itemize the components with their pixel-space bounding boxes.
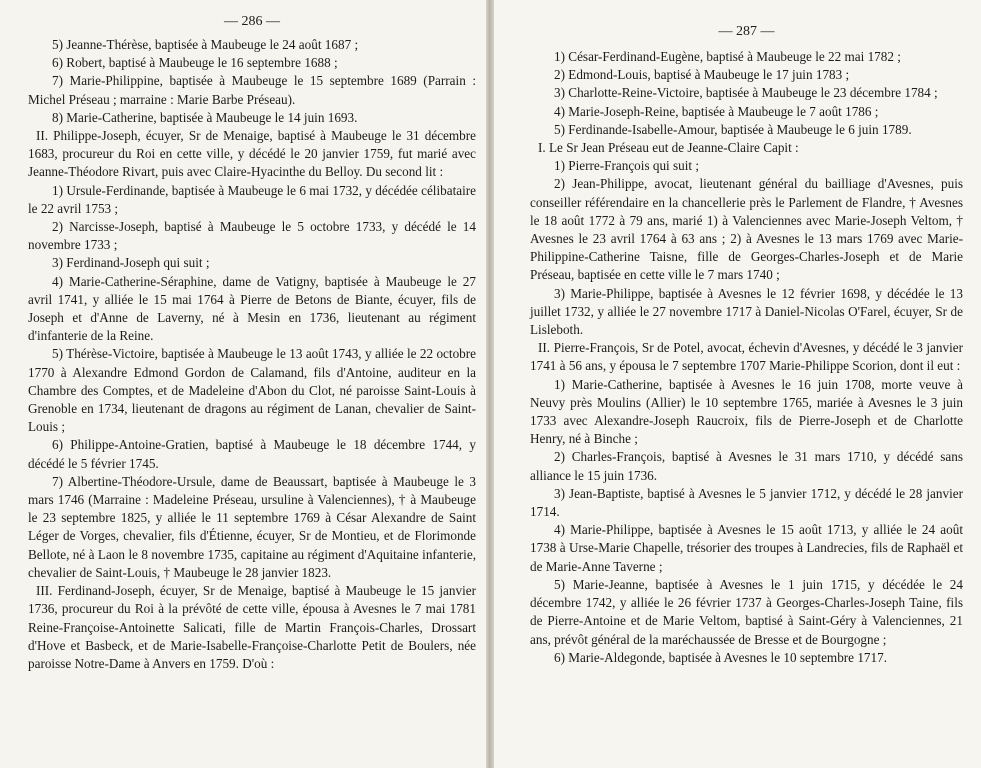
genealogy-entry: 7) Albertine-Théodore-Ursule, dame de Beaussart, baptisée à Maubeuge le 3 mars 1746 (Marraine : Madeleine Préseau, ursuline à Valenciennes), † à Maubeuge le 23 septembre 1825, y alliée le 11 septembre 1769 à César Alexandre de Saint Léger de Vorges, chevalier, fils d'Étienne, écuyer, Sr de Montieu, et de Florimonde Bellote, né à Laon le 8 novembre 1735, capitaine au régiment d'Aquitaine infanterie, chevalier de Saint-Louis, † Maubeuge le 28 janvier 1823. bbox=[28, 473, 476, 580]
genealogy-entry: 1) Ursule-Ferdinande, baptisée à Maubeuge le 6 mai 1732, y décédée célibataire le 22 avril 1753 ; bbox=[28, 182, 476, 216]
genealogy-entry: 5) Ferdinande-Isabelle-Amour, baptisée à Maubeuge le 6 juin 1789. bbox=[554, 121, 912, 137]
page-body bbox=[530, 48, 963, 667]
page-body bbox=[28, 36, 476, 673]
genealogy-entry: 7) Marie-Philippine, baptisée à Maubeuge le 15 septembre 1689 (Parrain : Michel Préseau ; marraine : Marie Barbe Préseau). bbox=[28, 73, 476, 107]
page-number: — 287 — bbox=[718, 24, 775, 39]
genealogy-entry: 1) César-Ferdinand-Eugène, baptisé à Maubeuge le 22 mai 1782 ; bbox=[554, 49, 901, 64]
genealogy-entry: 2) Jean-Philippe, avocat, lieutenant général du bailliage d'Avesnes, puis conseiller référendaire en la chancellerie près le Parlement de Flandre, † Avesnes le 18 août 1772 à 79 ans, marié 1) à Valenciennes avec Marie-Joseph Veltom, † Avesnes le 23 avril 1764 à 63 ans ; 2) à Avesnes le 13 mars 1769 avec Marie-Philippine-Catherine Taisne, fille de Georges-Charles-Joseph et de Marie Préseau, baptisée en cette ville le 7 mars 1740 ; bbox=[530, 176, 963, 283]
genealogy-entry: 6) Robert, baptisé à Maubeuge le 16 septembre 1688 ; bbox=[52, 55, 338, 71]
genealogy-entry: 8) Marie-Catherine, baptisée à Maubeuge le 14 juin 1693. bbox=[52, 109, 358, 125]
genealogy-entry: 5) Jeanne-Thérèse, baptisée à Maubeuge le 24 août 1687 ; bbox=[52, 37, 359, 52]
genealogy-entry: 6) Philippe-Antoine-Gratien, baptisé à Maubeuge le 18 décembre 1744, y décédé le 5 février 1745. bbox=[28, 437, 476, 471]
generation-heading: II. Philippe-Joseph, écuyer, Sr de Menaige, baptisé à Maubeuge le 31 décembre 1683, procureur du Roi en cette ville, y décédé le 20 janvier 1759, fut marié avec Jeanne-Théodore Rivart, puis avec Claire-Hyacinthe du Belloy. Du second lit : bbox=[28, 128, 476, 180]
right-page bbox=[490, 0, 981, 768]
genealogy-entry: 2) Narcisse-Joseph, baptisé à Maubeuge le 5 octobre 1733, y décédé le 14 novembre 1733 ; bbox=[28, 219, 476, 253]
genealogy-entry: 1) Pierre-François qui suit ; bbox=[554, 158, 700, 174]
generation-heading: II. Pierre-François, Sr de Potel, avocat, échevin d'Avesnes, y décédé le 3 janvier 1741 à 56 ans, y épousa le 7 septembre 1707 Marie-Philippe Scorion, dont il eut : bbox=[530, 340, 963, 374]
genealogy-entry: 1) Marie-Catherine, baptisée à Avesnes le 16 juin 1708, morte veuve à Neuvy près Moulins (Allier) le 10 septembre 1765, mariée à Avesnes le 3 juin 1733 avec Alexandre-Joseph Raucroix, fils de Pierre-Joseph et de Charlotte Henry, né à Binche ; bbox=[530, 376, 963, 447]
genealogy-entry: 4) Marie-Catherine-Séraphine, dame de Vatigny, baptisée à Maubeuge le 27 avril 1741, y alliée le 15 mai 1764 à Pierre de Betons de Biante, écuyer, fils de Joseph et d'Anne de Laverny, né à Mesin en 1736, lieutenant au régiment d'infanterie de la Reine. bbox=[28, 273, 476, 344]
genealogy-entry: 4) Marie-Philippe, baptisée à Avesnes le 15 août 1713, y alliée le 24 août 1738 à Urse-Marie Chapelle, trésorier des troupes à Landrecies, fils de Raphaël et de Marie-Anne Taverne ; bbox=[530, 522, 963, 574]
genealogy-entry: 6) Marie-Aldegonde, baptisée à Avesnes le 10 septembre 1717. bbox=[554, 649, 888, 665]
genealogy-entry: 2) Edmond-Louis, baptisé à Maubeuge le 17 juin 1783 ; bbox=[554, 67, 850, 83]
genealogy-entry: 5) Thérèse-Victoire, baptisée à Maubeuge le 13 août 1743, y alliée le 22 octobre 1770 à Alexandre Edmond Gordon de Calamand, fils d'Antoine, auditeur en la Chambre des Comptes, et de Madeleine d'Abon du Clot, né paroisse Saint-Louis à Grenoble en 1734, lieutenant de dragons au régiment de Lanan, chevalier de Saint-Louis ; bbox=[28, 346, 476, 435]
genealogy-entry: 3) Jean-Baptiste, baptisé à Avesnes le 5 janvier 1712, y décédé le 28 janvier 1714. bbox=[530, 485, 963, 520]
book-gutter bbox=[486, 0, 494, 768]
left-page bbox=[0, 0, 490, 768]
page-number: — 286 — bbox=[224, 14, 280, 29]
genealogy-entry: 3) Ferdinand-Joseph qui suit ; bbox=[52, 255, 210, 271]
genealogy-entry: 2) Charles-François, baptisé à Avesnes le 31 mars 1710, y décédé sans alliance le 15 juin 1736. bbox=[530, 449, 963, 483]
generation-heading: I. Le Sr Jean Préseau eut de Jeanne-Claire Capit : bbox=[538, 140, 799, 156]
genealogy-entry: 4) Marie-Joseph-Reine, baptisée à Maubeuge le 7 août 1786 ; bbox=[554, 103, 879, 119]
genealogy-entry: 5) Marie-Jeanne, baptisée à Avesnes le 1 juin 1715, y décédée le 24 décembre 1742, y alliée le 26 février 1737 à Georges-Charles-Joseph Taine, fils de Pierre-Antoine et de Marie Veltom, baptisé à Saint-Géry à Valenciennes, 21 ans, prévôt général de la maréchaussée de Bresse et de Bourgogne ; bbox=[530, 576, 963, 647]
genealogy-entry: 3) Marie-Philippe, baptisée à Avesnes le 12 février 1698, y décédée le 13 juillet 1732, y alliée le 27 novembre 1717 à Daniel-Nicolas O'Farel, écuyer, Sr de Lisleboth. bbox=[530, 285, 963, 338]
generation-heading: III. Ferdinand-Joseph, écuyer, Sr de Menaige, baptisé à Maubeuge le 15 janvier 1736, procureur du Roi à la prévôté de cette ville, épousa à Avesnes le 7 mai 1781 Reine-Françoise-Antoinette Salicati, fille de Martin François-Charles, Drossart d'Hove et Basbeck, et de Marie-Isabelle-Françoise-Charlotte Petit de Boulers, née paroisse Notre-Dame à Anvers en 1759. D'où : bbox=[28, 583, 476, 671]
genealogy-entry: 3) Charlotte-Reine-Victoire, baptisée à Maubeuge le 23 décembre 1784 ; bbox=[554, 85, 938, 101]
